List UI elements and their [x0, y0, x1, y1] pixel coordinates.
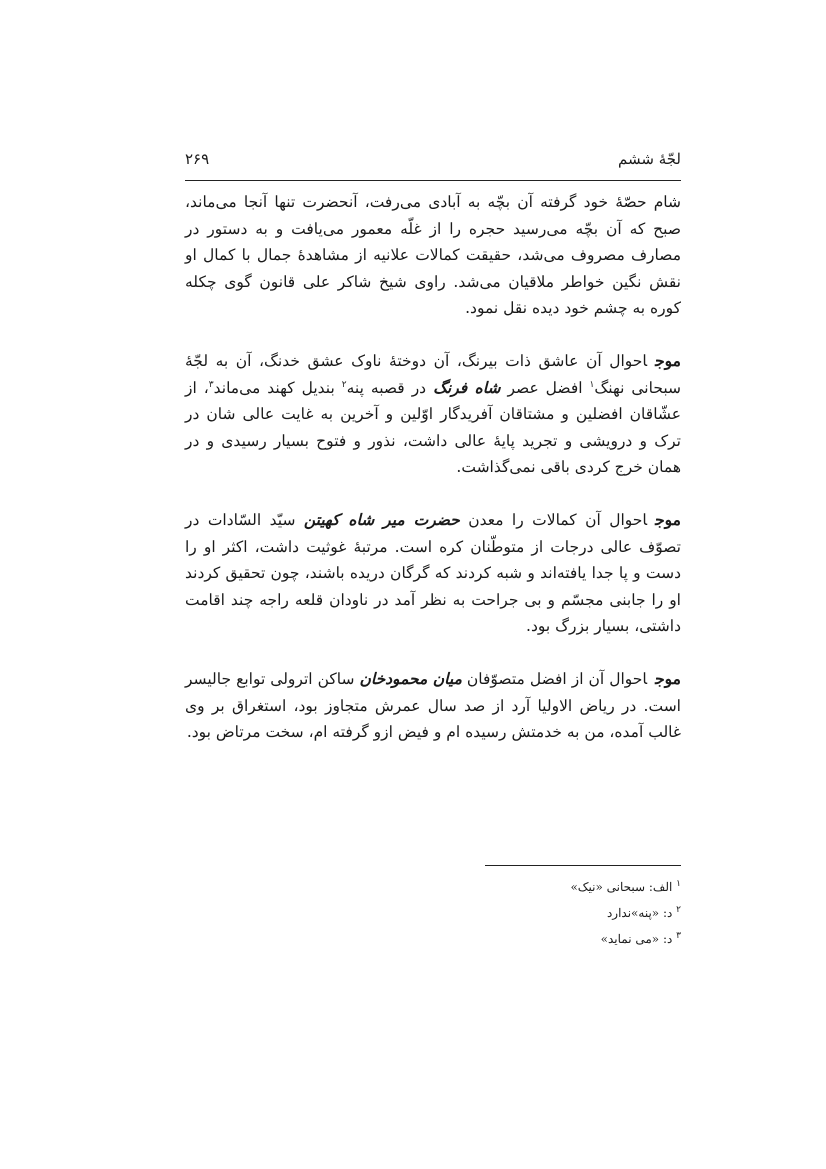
main-text: [185, 189, 681, 746]
paragraph-3: [185, 507, 681, 640]
footnote-text: د: «پنه»ندارد: [606, 906, 673, 920]
section-marker: موج: [655, 509, 681, 529]
footnote-text: د: «می نماید»: [600, 932, 673, 946]
paragraph-text: ، از عشّاقان افضلین و مشتاقان آفریدگار اوّلین و آخرین به غایت عالی شان در ترک و درویشی و تجرید پایهٔ عالی داشت، نذور و فتوح بسیار رسیدی و در همان خرج کردی باقی نمی‌گذاشت.: [185, 378, 681, 477]
paragraph-2: [185, 348, 681, 481]
footnote-text: الف: سبحانی «نیک»: [570, 880, 673, 894]
paragraph-4: [185, 666, 681, 746]
footnote-number: ۳: [676, 931, 681, 941]
section-marker: موج: [655, 350, 681, 370]
footnote-2: [185, 900, 681, 926]
paragraph-text: احوال آن کمالات را معدن: [459, 510, 648, 529]
paragraph-text: ساکن اترولی توابع جالیسر است. در ریاض الاولیا آرد از صد سال عمرش متجاوز بود، استغراق بر وی غالب آمده، من به خدمتش رسیده ام و فیض ازو گرفته ام، سخت مرتاض بود.: [185, 669, 681, 742]
person-name: حضرت میر شاه کهیتن: [303, 509, 460, 529]
paragraph-1: [185, 189, 681, 322]
paragraph-text: احوال آن از افضل متصوّفان: [461, 669, 648, 688]
paragraph-text: در قصبه پنه: [346, 378, 434, 397]
header-divider: [185, 180, 681, 181]
footnote-ref-1[interactable]: ۱: [589, 379, 595, 390]
person-name: شاه فرنگ: [433, 377, 501, 397]
section-marker: موج: [655, 668, 681, 688]
footnote-ref-2[interactable]: ۲: [341, 379, 347, 390]
footnote-3: [185, 926, 681, 952]
footnote-number: ۲: [676, 905, 681, 915]
paragraph-text: شام حصّهٔ خود گرفته آن بچّه به آبادی می‌رفت، آنحضرت تنها آنجا می‌ماند، صبح که آن بچّه می‌رسید حجره را از غلّه معمور می‌یافت و به دستور در مصارف مصروف می‌شد، حقیقت کمالات علانیه از مشاهدهٔ جمال با کمال او نقش نگین خواطر ملاقیان می‌شد. راوی شیخ شاکر علی قانون گوی چکله کوره به چشم خود دیده نقل نمود.: [185, 193, 681, 318]
paragraph-text: احوال آن عاشق ذات بیرنگ، آن دوختهٔ ناوک عشق خدنگ، آن به لجّهٔ سبحانی نهنگ: [185, 351, 681, 397]
footnote-number: ۱: [676, 879, 681, 889]
paragraph-text: سیّد السّادات در تصوّف عالی درجات از متوطّنان کره است. مرتبهٔ غوثیت داشت، اکثر او را دست و پا جدا یافته‌اند و شبه کردند که گرگان دریده باشند، چون تحقیق کردند او را جابنی مجسّم و بی جراحت به نظر آمد در ناودان قلعه راجه چند اقامت داشتی، بسیار بزرگ بود.: [185, 510, 681, 636]
page-header: [185, 150, 681, 176]
footnote-1: [185, 874, 681, 900]
footnote-divider: [485, 865, 681, 866]
footnotes: [185, 874, 681, 952]
page-number: ۲۶۹: [185, 150, 210, 168]
paragraph-text: بندیل کهند می‌ماند: [213, 378, 342, 397]
person-name: میان محمودخان: [359, 668, 462, 688]
footnote-ref-3[interactable]: ۳: [208, 379, 214, 390]
paragraph-text: افضل عصر: [500, 378, 590, 397]
running-title: لجّهٔ ششم: [618, 150, 681, 168]
